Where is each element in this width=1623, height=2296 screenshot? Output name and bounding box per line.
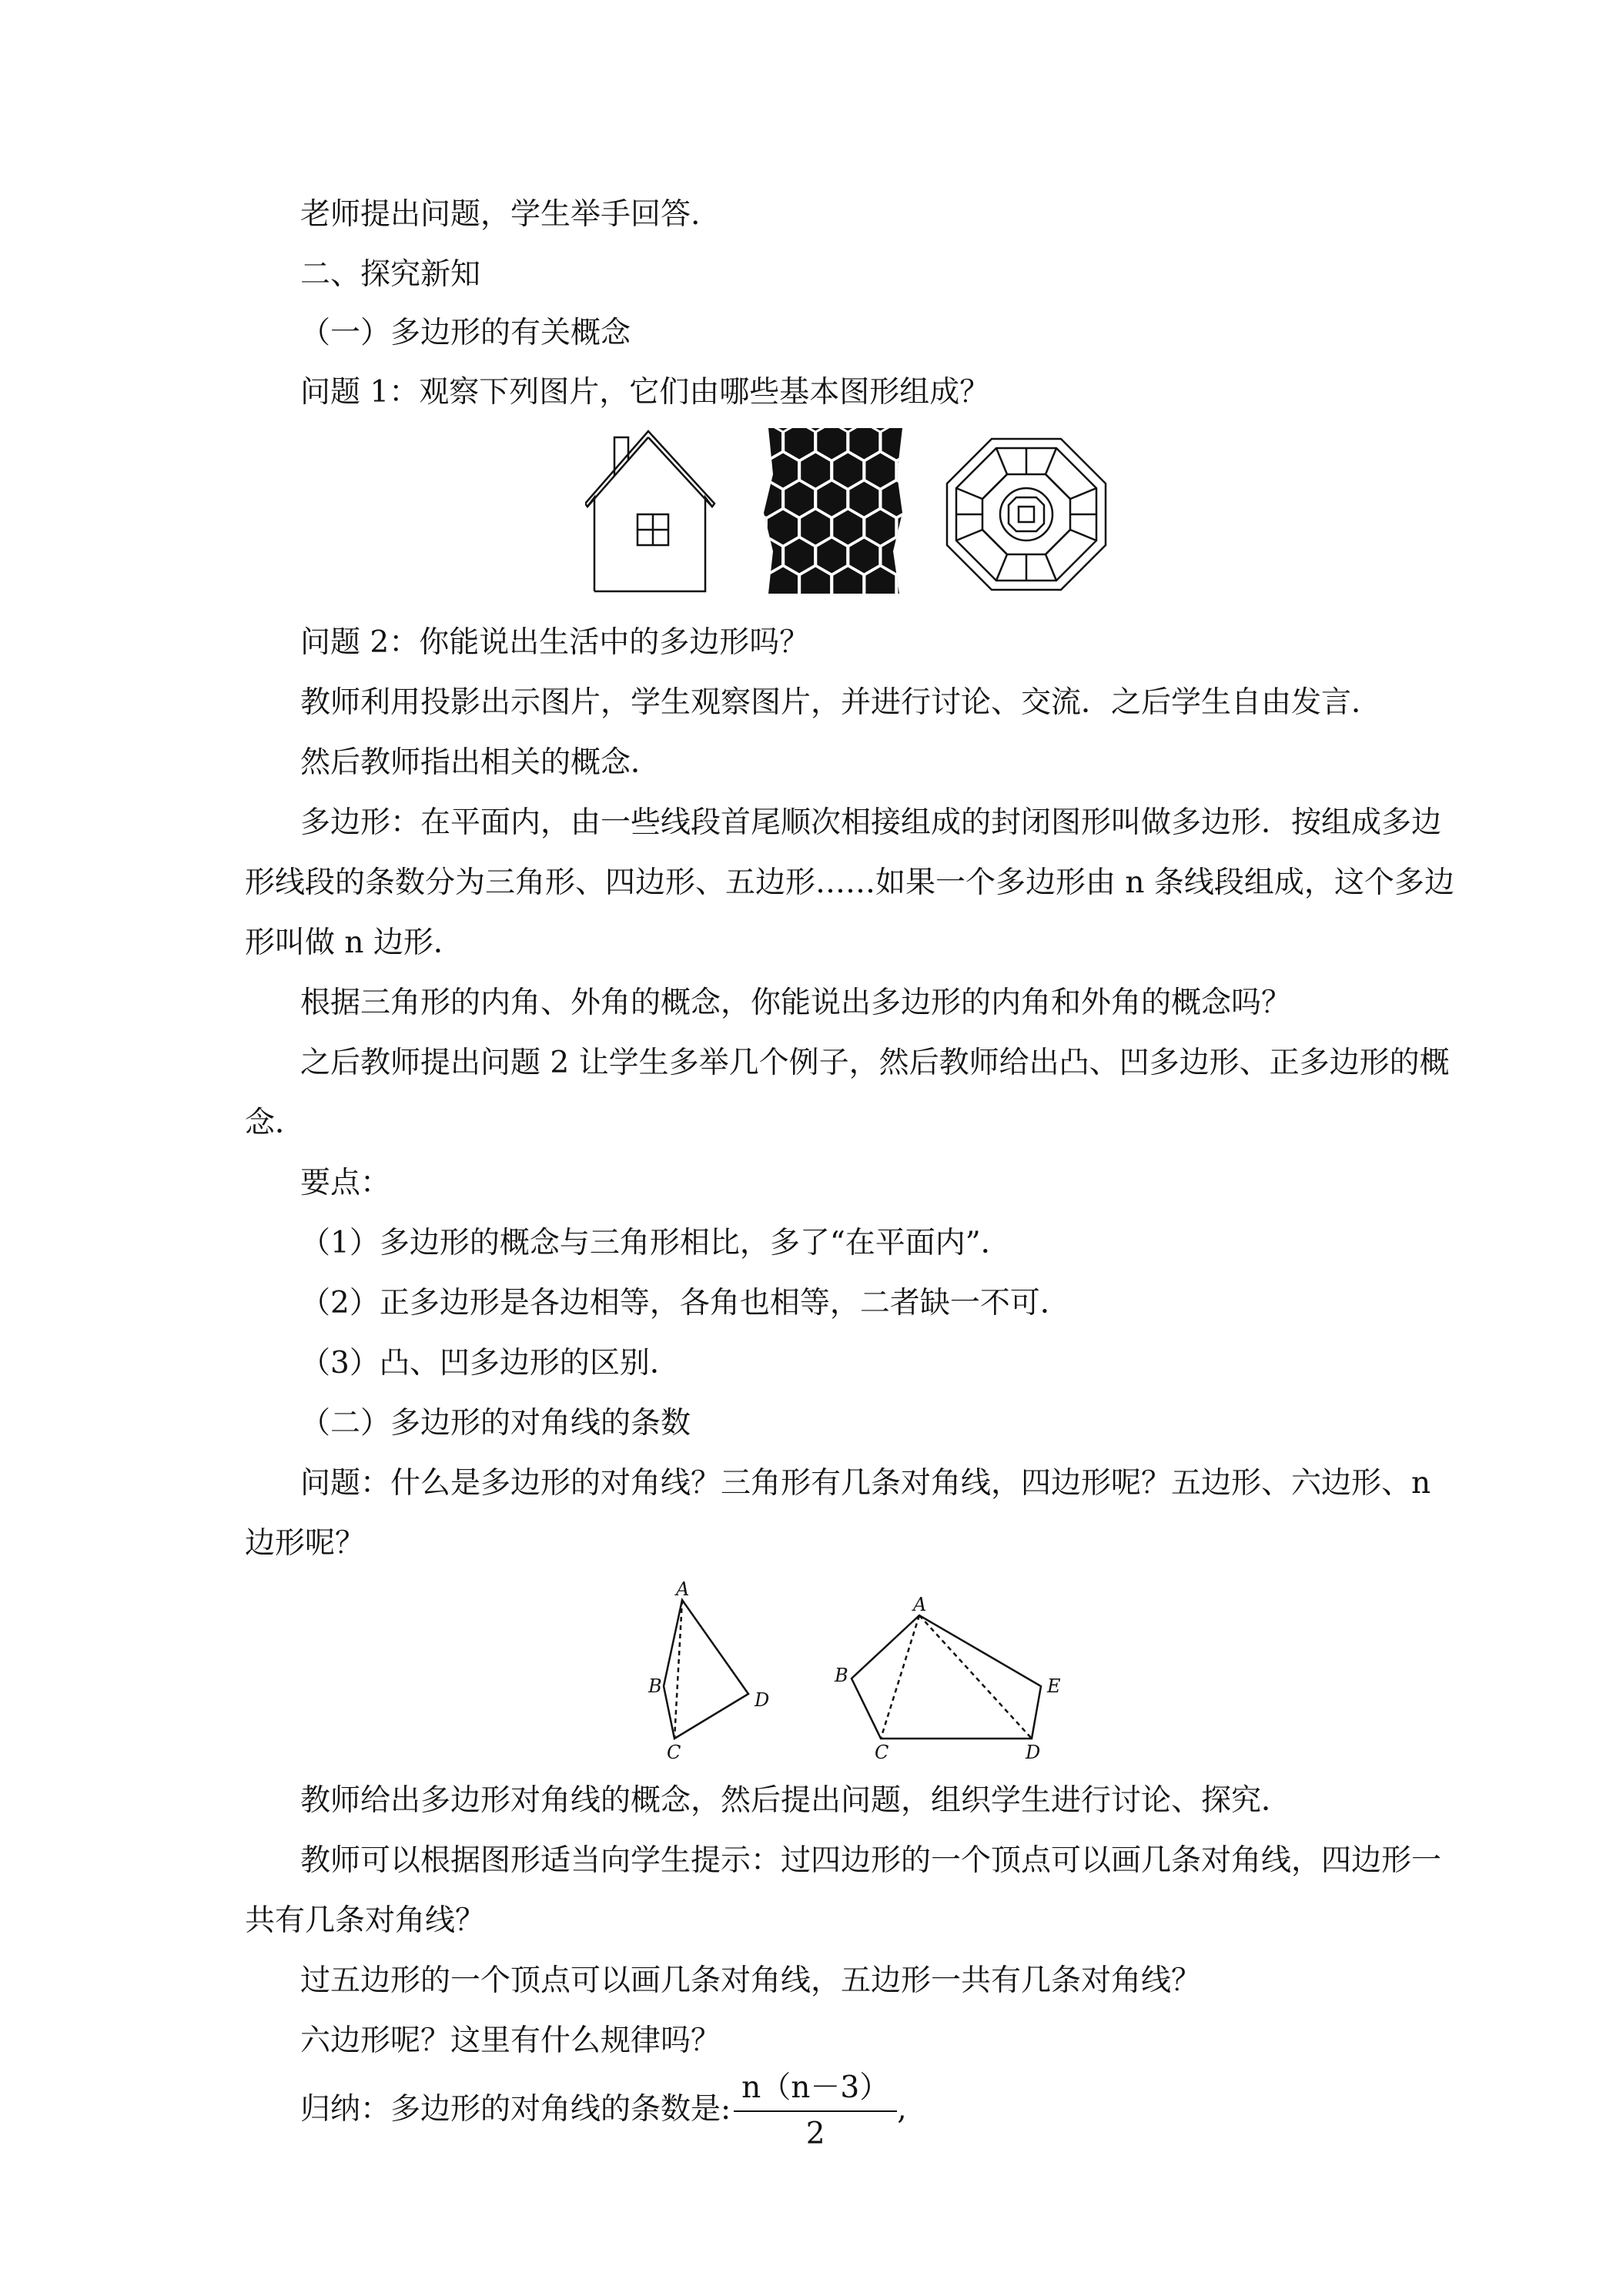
text-line: 六边形呢？这里有什么规律吗？ (300, 2023, 721, 2058)
text-line: 念． (245, 1106, 306, 1140)
polygon-diagonals-figure (616, 1577, 1093, 1762)
vertex-label: B (835, 1665, 848, 1686)
vertex-label: A (676, 1578, 690, 1600)
vertex-label: A (913, 1594, 927, 1615)
definition-line: 形叫做 n 边形． (245, 925, 463, 960)
summary-line (300, 2067, 1401, 2160)
summary-suffix: , (897, 2092, 907, 2127)
formula-numerator: n（n－3） (734, 2069, 897, 2112)
vertex-label: E (1047, 1675, 1061, 1697)
key-points-heading: 要点： (300, 1166, 391, 1200)
key-point-1: （1）多边形的概念与三角形相比，多了“在平面内”． (300, 1226, 1011, 1260)
vertex-label: D (1026, 1742, 1041, 1762)
key-point-2: （2）正多边形是各边相等，各角也相等，二者缺一不可． (300, 1286, 1070, 1320)
question-line: 边形呢？ (245, 1526, 366, 1561)
key-point-3: （3）凸、凹多边形的区别． (300, 1346, 680, 1381)
question-2: 问题 2：你能说出生活中的多边形吗？ (300, 625, 810, 660)
definition-line: 形线段的条数分为三角形、四边形、五边形……如果一个多边形由 n 条线段组成，这个多边 (245, 865, 1454, 900)
diagonal-formula (734, 2069, 897, 2154)
text-line: 过五边形的一个顶点可以画几条对角线，五边形一共有几条对角线？ (300, 1963, 1202, 1998)
octagon-pattern-figure (945, 437, 1107, 591)
text-line: 教师可以根据图形适当向学生提示：过四边形的一个顶点可以画几条对角线，四边形一 (300, 1843, 1442, 1878)
subsection-heading: （一）多边形的有关概念 (300, 316, 631, 350)
section-heading: 二、探究新知 (300, 257, 481, 292)
text-line: 教师给出多边形对角线的概念，然后提出问题，组织学生进行讨论、探究． (300, 1783, 1292, 1818)
text-line: 老师提出问题，学生举手回答. (300, 197, 701, 232)
subsection-heading: （二）多边形的对角线的条数 (300, 1406, 691, 1441)
question-line: 问题：什么是多边形的对角线？三角形有几条对角线，四边形呢？五边形、六边形、n (300, 1466, 1431, 1501)
definition-line: 多边形：在平面内，由一些线段首尾顺次相接组成的封闭图形叫做多边形．按组成多边 (300, 805, 1442, 840)
vertex-label: B (648, 1675, 662, 1697)
text-line: 根据三角形的内角、外角的概念，你能说出多边形的内角和外角的概念吗？ (300, 986, 1292, 1020)
text-line: 教师利用投影出示图片，学生观察图片，并进行讨论、交流．之后学生自由发言． (300, 685, 1382, 720)
vertex-label: C (875, 1742, 889, 1762)
text-line: 之后教师提出问题 2 让学生多举几个例子，然后教师给出凸、凹多边形、正多边形的概 (300, 1046, 1450, 1080)
vertex-label: D (755, 1689, 770, 1711)
vertex-label: C (667, 1742, 681, 1762)
hexagon-tiling-figure (762, 428, 909, 597)
summary-prefix: 归纳：多边形的对角线的条数是: (300, 2092, 731, 2127)
text-line: 然后教师指出相关的概念． (300, 745, 661, 780)
formula-denominator: 2 (805, 2117, 825, 2151)
text-line: 共有几条对角线？ (245, 1903, 486, 1938)
question-1: 问题 1：观察下列图片，它们由哪些基本图形组成？ (300, 375, 990, 410)
